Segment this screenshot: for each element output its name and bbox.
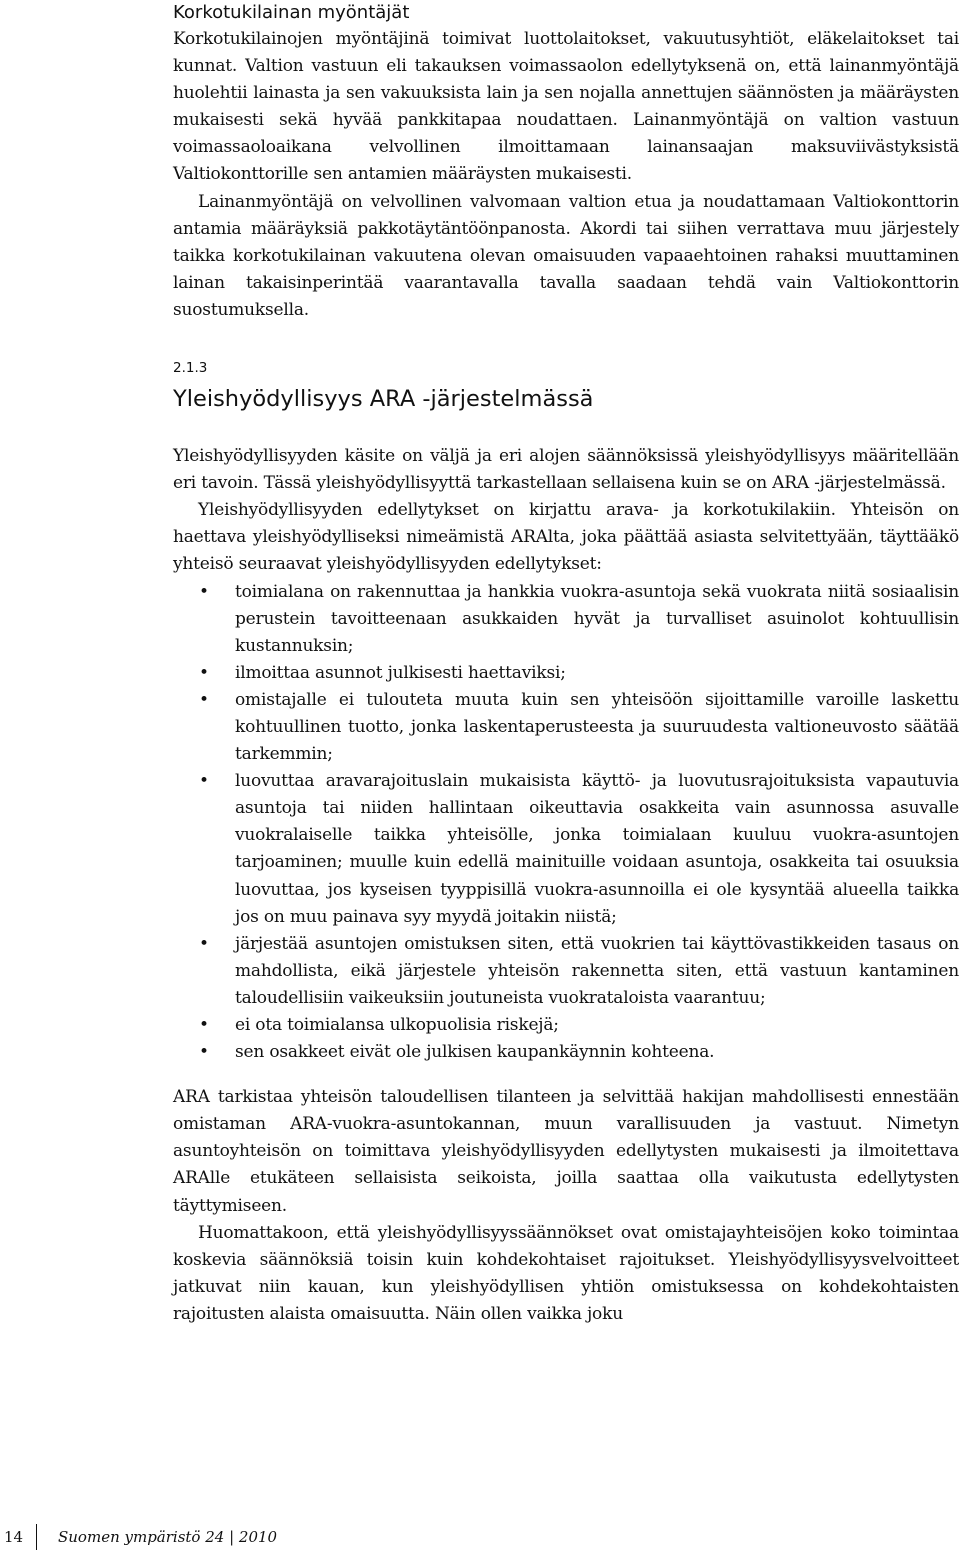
list-item-text: luovuttaa aravarajoituslain mukaisista käyttö- ja luovutusrajoituksista vapautuvia asuntoja tai niiden hallintaan oikeuttavia osakkeita vain asunnossa asuvalle vuokralaiselle taikka yhteisölle, jonka toimialaan kuuluu vuokra-asuntojen tarjoaminen; muulle kuin edellä mainituille voidaan asuntoja, osakkeita tai osuuksia luovuttaa, jos kyseisen tyyppisillä vuokra-asunnoilla ei ole kysyntää alueella taikka jos on muu painava syy myydä joitakin niistä; [235,771,959,927]
publication-info: Suomen ympäristö 24 | 2010 [58,1528,278,1546]
list-item-text: järjestää asuntojen omistuksen siten, että vuokrien tai käyttövastikkeiden tasaus on mahdollista, eikä järjestele yhteisön rakennetta siten, että vastuun kantaminen taloudellisiin vaikeuksiin joutuneista vuokrataloista vaarantuu; [235,933,959,1008]
document-body [173,0,959,1328]
list-item [173,1012,959,1039]
body-paragraph: Yleishyödyllisyyden edellytykset on kirjattu arava- ja korkotukilakiin. Yhteisön on haettava yleishyödylliseksi nimeämistä ARAlta, joka päättää asiasta selvitettyään, täyttääkö yhteisö seuraavat yleishyödyllisyyden edellytykset: [173,500,959,575]
list-item [173,931,959,1012]
footer-divider [36,1524,37,1550]
list-item [173,768,959,931]
bullet-icon: • [199,1015,210,1035]
section-heading: Korkotukilainan myöntäjät [173,2,410,23]
section-title: Yleishyödyllisyys ARA -järjestelmässä [173,386,594,413]
bullet-icon: • [199,1042,210,1063]
list-item [173,687,959,768]
bullet-icon: • [199,662,210,683]
list-item-text: omistajalle ei tulouteta muuta kuin sen yhteisöön sijoittamille varoille laskettu kohtuullinen tuotto, jonka laskentaperusteesta ja suuruudesta valtioneuvosto säätää tarkemmin; [235,689,959,765]
list-item [173,579,959,660]
body-paragraph: Huomattakoon, että yleishyödyllisyyssäännökset ovat omistajayhteisöjen koko toimintaa koskevia säännöksiä toisin kuin kohdekohtaiset rajoitukset. Yleishyödyllisyysvelvoitteet jatkuvat niin kauan, kun yleishyödyllisen yhtiön omistuksessa on kohdekohtaisten rajoitusten alaista omaisuutta. Näin ollen vaikka joku [173,1222,959,1324]
list-item-text: ilmoittaa asunnot julkisesti haettaviksi; [235,662,566,683]
bullet-icon: • [199,689,210,710]
bullet-icon: • [199,581,210,602]
body-paragraph: ARA tarkistaa yhteisön taloudellisen tilanteen ja selvittää hakijan mahdollisesti ennestään omistaman ARA-vuokra-asuntokannan, muun varallisuuden ja vastuut. Nimetyn asuntoyhteisön on toimittava yleishyödyllisyyden edellytysten mukaisesti ja ilmoitettava ARAlle etukäteen sellaisista seikoista, joilla saattaa olla vaikutusta edellytysten täyttymiseen. [173,1087,959,1216]
list-item [173,660,959,687]
bullet-icon: • [199,933,210,954]
intro-paragraph: Korkotukilainojen myöntäjinä toimivat luottolaitokset, vakuutusyhtiöt, eläkelaitokset tai kunnat. Valtion vastuun eli takauksen voimassaolon edellytyksenä on, että lainanmyöntäjä huolehtii lainasta ja sen vakuuksista lain ja sen nojalla annettujen säännösten ja määräysten mukaisesti sekä hyvää pankkitapaa noudattaen. Lainanmyöntäjä on valtion vastuun voimassaoloaikana velvollinen ilmoittamaan lainansaajan maksuviivästyksistä Valtiokonttorille sen antamien määräysten mukaisesti. [173,29,959,185]
page-number: 14 [4,1528,24,1546]
list-item [173,1039,959,1066]
bullet-icon: • [199,771,210,792]
list-item-text: ei ota toimialansa ulkopuolisia riskejä; [235,1015,559,1035]
body-paragraph: Yleishyödyllisyyden käsite on väljä ja eri alojen säännöksissä yleishyödyllisyys määritellään eri tavoin. Tässä yleishyödyllisyyttä tarkastellaan sellaisena kuin se on ARA -järjestelmässä. [173,446,959,494]
spacer [173,1066,959,1084]
section-number: 2.1.3 [173,360,208,377]
page-footer [0,1524,400,1550]
intro-paragraph: Lainanmyöntäjä on velvollinen valvomaan valtion etua ja noudattamaan Valtiokonttorin antamia määräyksiä pakkotäytäntöönpanosta. Akordi tai siihen verrattava muu järjestely taikka korkotukilainan vakuutena olevan omaisuuden vapaaehtoinen rahaksi muuttaminen lainan takaisinperintää vaarantavalla tavalla saadaan tehdä vain Valtiokonttorin suostumuksella. [173,191,959,320]
conditions-list [173,579,959,1067]
spacer [173,413,959,443]
list-item-text: sen osakkeet eivät ole julkisen kaupankäynnin kohteena. [235,1042,715,1063]
list-item-text: toimialana on rakennuttaa ja hankkia vuokra-asuntoja sekä vuokrata niitä sosiaalisin perustein tavoitteenaan asukkaiden hyvät ja turvalliset asuinolot kohtuullisin kustannuksin; [235,581,959,656]
